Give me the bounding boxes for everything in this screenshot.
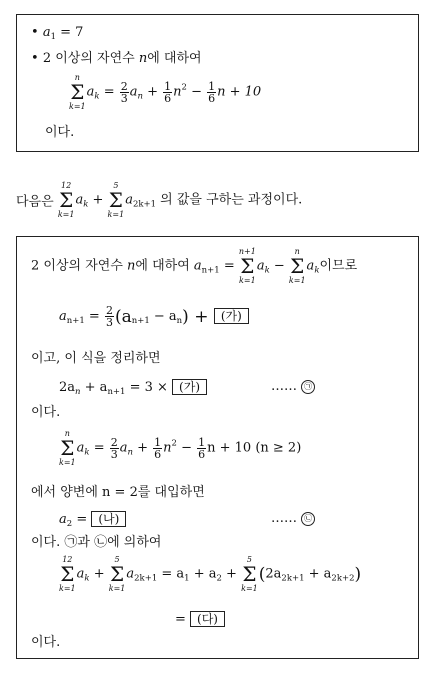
condition-1: [31, 25, 83, 45]
condition-2-text-b: 에 대하여: [147, 51, 202, 66]
sigma-1: n Σ k=1: [69, 73, 86, 111]
proof-line-1: 2 이상의 자연수 n에 대하여 $a_{n+1}$ = n+1 Σ k=1 $a_k$ − n Σ k=1 $a_k$이므로: [31, 247, 358, 285]
proof-sigma-6: 5 Σ k=1: [241, 555, 258, 593]
proof-line-11: = (다): [175, 611, 225, 628]
reference-mark-1: …… ㉠: [271, 379, 315, 395]
proof-sigma-1: n+1 Σ k=1: [238, 247, 256, 285]
proof-line-2: $a_{n+1}$ = $\frac{2}{3}$ $(a_{n+1} - a_n)$ + (가): [59, 305, 249, 328]
condition-2-text: 2 이상의 자연수: [42, 51, 139, 66]
blank-ga-2: (가): [172, 379, 207, 395]
intro-sentence: 다음은 12 Σ k=1 $a_k$ + 5 Σ k=1 $a_{2k+1}$ 의 값을 구하는 과정이다.: [16, 181, 303, 219]
bullet-2: •: [31, 51, 39, 66]
intro-sigma-2: 5 Σ k=1: [107, 181, 125, 219]
proof-line-10: 12 Σ k=1 $a_k$ + 5 Σ k=1 $a_{2k+1} = a_1 + a_2$ + 5 Σ k=1 $(2a_{2k+1} + a_{2k+2})$: [59, 555, 362, 593]
proof-sigma-5: 5 Σ k=1: [108, 555, 126, 593]
intro-sigma-1: 12 Σ k=1: [57, 181, 75, 219]
a1-value: = 7: [56, 25, 84, 40]
conditions-box: [16, 14, 419, 152]
proof-line-7: 에서 양변에 n = 2를 대입하면: [31, 485, 205, 500]
proof-fraction-b: $\frac{1}{6}$: [154, 435, 162, 461]
a1-subscript: 1: [50, 32, 56, 42]
blank-ga-1: (가): [214, 308, 249, 324]
blank-da: (다): [190, 611, 225, 627]
condition-2: [31, 51, 202, 67]
proof-fraction-a: $\frac{2}{3}$: [110, 435, 118, 461]
proof-line-8: $a_2$ = (나): [59, 511, 126, 532]
fraction-1-6-b: $\frac{1}{6}$: [208, 79, 216, 105]
circle-mark-2: ㉡: [301, 512, 315, 526]
condition-2-var: n: [138, 51, 148, 66]
proof-line-4: $2a_n + a_{n+1} = 3$ × (가): [59, 379, 207, 400]
circle-mark-1: ㉠: [301, 380, 315, 394]
proof-line-6: n Σ k=1 $a_k$ = $\frac{2}{3}$ $a_n$ + $\frac{1}{6}$ $n^2$ − $\frac{1}{6}$ n + 10 (n ≥ 2): [59, 429, 302, 467]
fraction-1-6-a: $\frac{1}{6}$: [164, 79, 172, 105]
proof-sigma-2: n Σ k=1: [288, 247, 306, 285]
proof-sigma-4: 12 Σ k=1: [59, 555, 76, 593]
proof-line-12: 이다.: [31, 635, 61, 650]
bullet-1: •: [31, 25, 39, 40]
proof-fraction-c: $\frac{1}{6}$: [198, 435, 206, 461]
proof-line-3: 이고, 이 식을 정리하면: [31, 351, 161, 366]
proof-line-9: 이다. ㉠과 ㉡에 의하여: [31, 535, 162, 550]
proof-line-5: 이다.: [31, 405, 61, 420]
condition-3-formula: n Σ k=1 $a_k$ = $\frac{2}{3}$ $a_n$ + $\frac{1}{6}$ $n^2$ − $\frac{1}{6}$ n + 10: [69, 73, 262, 111]
fraction-2-3: $\frac{2}{3}$: [120, 79, 128, 105]
condition-4: 이다.: [45, 125, 75, 140]
reference-mark-2: …… ㉡: [271, 511, 315, 527]
proof-fraction-2-3: $\frac{2}{3}$: [105, 304, 113, 329]
a1-symbol: a: [42, 25, 51, 40]
blank-na: (나): [91, 511, 126, 527]
proof-box: [16, 236, 419, 659]
proof-sigma-3: n Σ k=1: [59, 429, 76, 467]
